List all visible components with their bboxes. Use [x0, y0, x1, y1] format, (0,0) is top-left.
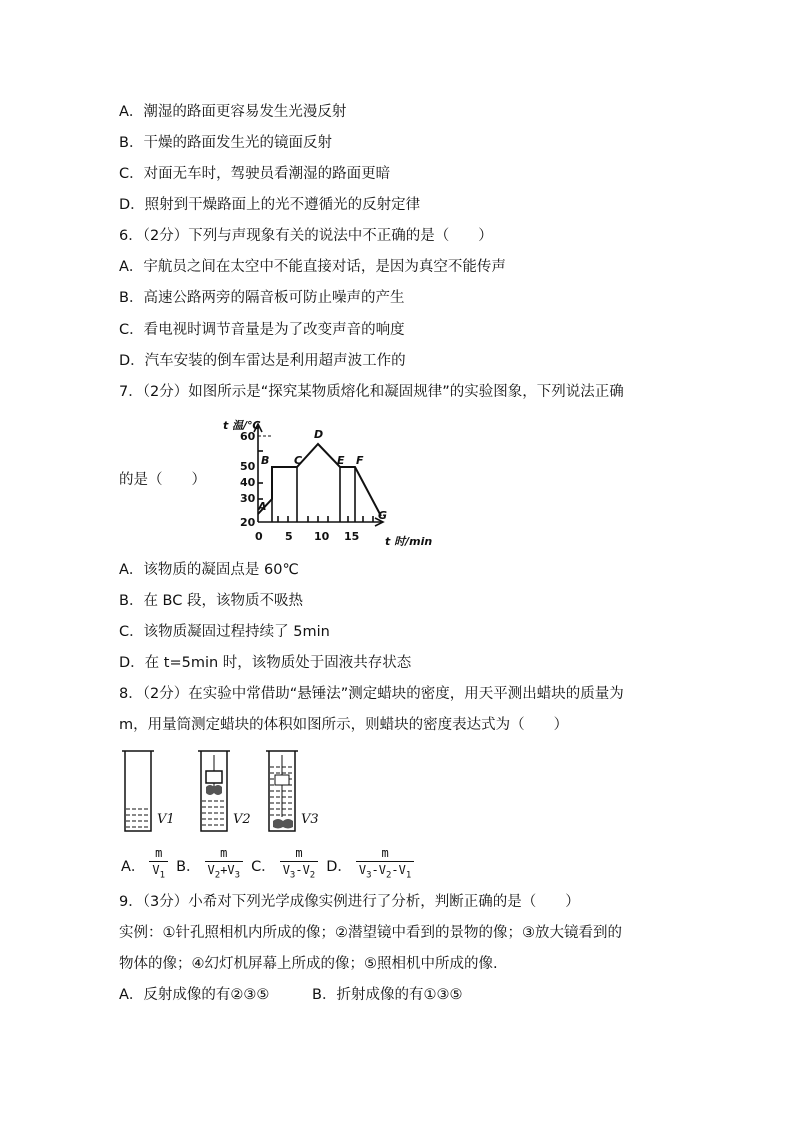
cylinder-v3 — [263, 747, 325, 837]
q6-option-b: B．高速公路两旁的隔音板可防止噪声的产生 — [119, 290, 405, 306]
q6-stem: 6．（2分）下列与声现象有关的说法中不正确的是（ ） — [119, 228, 493, 244]
q8-option-a-fraction — [149, 846, 168, 883]
q7-option-c: C．该物质凝固过程持续了 5min — [119, 624, 330, 640]
y-tick-50: 50 — [240, 460, 256, 473]
q8-option-b-fraction — [205, 846, 244, 883]
cylinder-v2-label: V2 — [233, 812, 251, 827]
q8-option-c-fraction — [280, 846, 319, 883]
q8-stem-line1: 8．（2分）在实验中常借助“悬锤法”测定蜡块的密度，用天平测出蜡块的质量为 — [119, 686, 624, 702]
q5-option-b: B．干燥的路面发生光的镜面反射 — [119, 135, 332, 151]
x-tick-5: 5 — [285, 530, 293, 543]
q8-option-c-numerator: m — [295, 846, 303, 861]
q7-option-b: B．在 BC 段，该物质不吸热 — [119, 593, 303, 609]
y-tick-20: 20 — [240, 516, 256, 529]
q8-option-d-denominator: $V_3-V_2-V_1$ — [356, 861, 414, 883]
q8-option-c-label: C． — [251, 858, 276, 875]
graph-ylabel: t 温/℃ — [223, 419, 261, 432]
q8-stem-line2: m，用量筒测定蜡块的体积如图所示，则蜡块的密度表达式为（ ） — [119, 717, 569, 733]
point-e: E — [337, 454, 345, 467]
y-tick-30: 30 — [240, 492, 256, 505]
q8-option-a-denominator: $V_1$ — [149, 861, 168, 883]
q9-option-b: B．折射成像的有①③⑤ — [312, 987, 463, 1003]
x-tick-10: 10 — [314, 530, 330, 543]
cylinder-v1 — [119, 747, 181, 837]
q9-option-a: A．反射成像的有②③⑤ — [119, 987, 270, 1003]
point-g: G — [378, 509, 388, 522]
q7-option-a: A．该物质的凝固点是 60℃ — [119, 562, 299, 578]
q8-option-c-denominator: $V_3-V_2$ — [280, 861, 319, 883]
q8-option-a-numerator: m — [155, 846, 163, 861]
q8-option-d-fraction — [356, 846, 414, 883]
q8-option-b-numerator: m — [220, 846, 228, 861]
x-tick-0: 0 — [255, 530, 263, 543]
graph-xlabel: t 时/min — [385, 535, 433, 548]
q8-options — [119, 845, 420, 885]
q8-option-a-label: A． — [121, 858, 146, 875]
x-tick-15: 15 — [344, 530, 360, 543]
cylinder-v1-label: V1 — [157, 812, 175, 827]
q9-stem: 9．（3分）小希对下列光学成像实例进行了分析，判断正确的是（ ） — [119, 894, 580, 910]
q9-example-line1: 实例：①针孔照相机内所成的像；②潜望镜中看到的景物的像；③放大镜看到的 — [119, 925, 622, 941]
y-tick-60: 60 — [240, 430, 256, 443]
cylinder-v2 — [195, 747, 257, 837]
q9-example-line2: 物体的像；④幻灯机屏幕上所成的像；⑤照相机中所成的像. — [119, 956, 498, 972]
q5-option-d: D．照射到干燥路面上的光不遵循光的反射定律 — [119, 197, 421, 213]
q5-option-c: C．对面无车时，驾驶员看潮湿的路面更暗 — [119, 166, 391, 182]
point-c: C — [294, 454, 303, 467]
cylinder-v3-label: V3 — [301, 812, 319, 827]
point-f: F — [356, 454, 364, 467]
q8-option-b-denominator: $V_2+V_3$ — [205, 861, 244, 883]
q8-option-d-numerator: m — [381, 846, 389, 861]
q6-option-a: A．宇航员之间在太空中不能直接对话，是因为真空不能传声 — [119, 259, 506, 275]
point-a: A — [258, 500, 267, 513]
temperature-time-graph — [215, 418, 437, 550]
point-b: B — [261, 454, 270, 467]
q7-stem-tail: 的是（ ） — [119, 472, 206, 488]
q6-option-c: C．看电视时调节音量是为了改变声音的响度 — [119, 322, 405, 338]
q7-stem: 7．（2分）如图所示是“探究某物质熔化和凝固规律”的实验图象，下列说法正确 — [119, 384, 624, 400]
q6-option-d: D．汽车安装的倒车雷达是利用超声波工作的 — [119, 353, 406, 369]
q5-option-a: A．潮湿的路面更容易发生光漫反射 — [119, 104, 347, 120]
q8-option-d-label: D． — [326, 858, 352, 875]
q7-option-d: D．在 t=5min 时，该物质处于固液共存状态 — [119, 655, 412, 671]
point-d: D — [314, 428, 324, 441]
q8-option-b-label: B． — [176, 858, 201, 875]
y-tick-40: 40 — [240, 476, 256, 489]
